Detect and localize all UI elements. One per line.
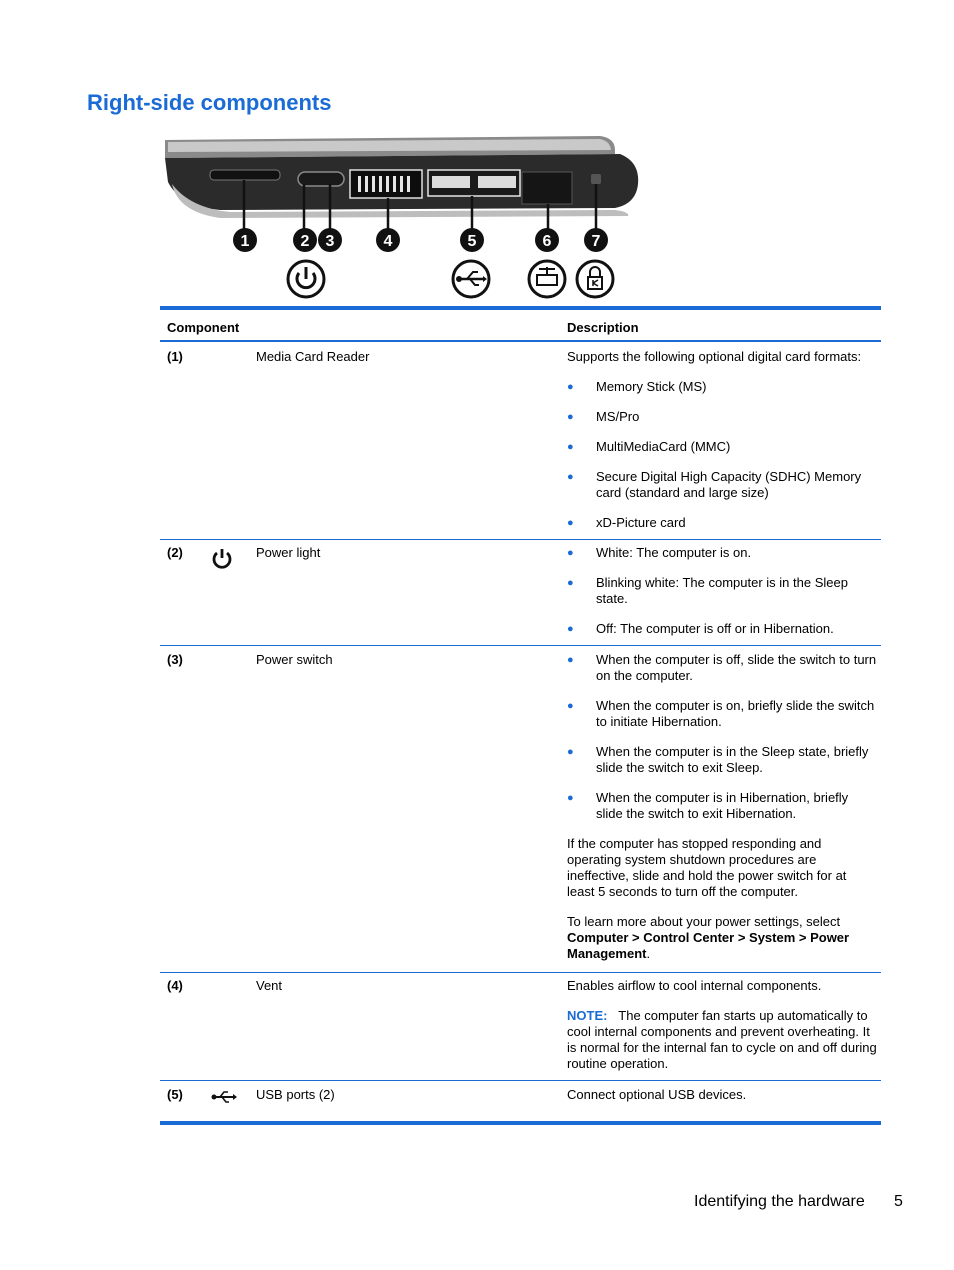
components-table: [160, 306, 881, 1125]
description-paragraph: If the computer has stopped responding and operating system shutdown procedures are ineffective, slide and hold the power switch for at least 5 seconds to turn off the computer.: [567, 836, 847, 899]
table-row: [160, 646, 881, 972]
list-item: ● Memory Stick (MS): [567, 379, 877, 395]
svg-text:7: 7: [591, 233, 601, 250]
description-intro: Supports the following optional digital card formats:: [567, 349, 862, 364]
list-item: ● When the computer is in Hibernation, briefly slide the switch to exit Hibernation.: [567, 790, 877, 822]
description-paragraph: Enables airflow to cool internal components.: [567, 978, 822, 993]
row-number: (4): [167, 978, 183, 993]
component-description: Connect optional USB devices.: [567, 1087, 747, 1102]
component-name: Vent: [256, 978, 283, 993]
list-item: ● When the computer is off, slide the switch to turn on the computer.: [567, 652, 877, 684]
component-name: USB ports (2): [256, 1087, 335, 1102]
paragraph-text: To learn more about your power settings, select: [567, 914, 841, 929]
component-name: Power switch: [256, 652, 333, 667]
row-number: (3): [167, 652, 183, 667]
list-item: ● MS/Pro: [567, 409, 877, 425]
laptop-right-side-figure: [160, 132, 650, 304]
svg-text:2: 2: [300, 233, 310, 250]
component-name: Media Card Reader: [256, 349, 370, 364]
table-row: [160, 540, 881, 645]
description-paragraph: [567, 914, 877, 962]
paragraph-text: .: [646, 946, 651, 961]
usb-icon: [210, 1090, 238, 1108]
svg-text:3: 3: [325, 233, 335, 250]
row-number: (1): [167, 349, 183, 364]
list-item: ● When the computer is in the Sleep state, briefly slide the switch to exit Sleep.: [567, 744, 877, 776]
security-lock-icon: [577, 261, 613, 297]
row-number: (2): [167, 545, 183, 560]
component-description: [567, 349, 877, 545]
callout-4: [376, 228, 400, 252]
laptop-side-illustration: [165, 136, 638, 218]
component-description: [567, 652, 877, 976]
footer-section-title: Identifying the hardware: [694, 1193, 865, 1210]
menu-path: Computer > Control Center > System > Power Management: [567, 930, 850, 961]
callout-5: [460, 228, 484, 252]
note-label: NOTE:: [567, 1008, 608, 1023]
header-description: Description: [567, 320, 639, 335]
row-number: (5): [167, 1087, 183, 1102]
header-component: Component: [167, 320, 240, 335]
list-item: ● Secure Digital High Capacity (SDHC) Memory card (standard and large size): [567, 469, 877, 501]
list-item: ● Blinking white: The computer is in the Sleep state.: [567, 575, 877, 607]
svg-text:5: 5: [467, 233, 477, 250]
usb-icon: [453, 261, 489, 297]
network-jack-icon: [529, 261, 565, 297]
svg-text:4: 4: [383, 233, 393, 250]
list-item: ● Off: The computer is off or in Hibernation.: [567, 621, 877, 637]
table-row: [160, 973, 881, 1080]
callout-1: [233, 228, 257, 252]
table-row: [160, 342, 881, 539]
list-item: ● White: The computer is on.: [567, 545, 877, 561]
table-bottom-rule: [160, 1121, 881, 1125]
table-row: [160, 1081, 881, 1121]
note-text: The computer fan starts up automatically to cool internal components and prevent overheating. It is normal for the internal fan to cycle on and off during routine operation.: [567, 1008, 877, 1071]
power-icon: [288, 261, 324, 297]
table-header: [160, 310, 881, 340]
list-item: ● xD-Picture card: [567, 515, 877, 531]
callout-2: [293, 228, 317, 252]
list-item: ● MultiMediaCard (MMC): [567, 439, 877, 455]
component-name: Power light: [256, 545, 321, 560]
footer-page-number: 5: [894, 1193, 903, 1210]
svg-text:1: 1: [240, 233, 250, 250]
note: [567, 1008, 877, 1072]
list-item: ● When the computer is on, briefly slide the switch to initiate Hibernation.: [567, 698, 877, 730]
svg-text:6: 6: [542, 233, 552, 250]
component-description: [567, 978, 877, 1086]
callout-3: [318, 228, 342, 252]
power-icon: [210, 547, 234, 575]
callout-6: [535, 228, 559, 252]
page-title: Right-side components: [87, 90, 332, 115]
callout-7: [584, 228, 608, 252]
component-description: [567, 545, 877, 651]
